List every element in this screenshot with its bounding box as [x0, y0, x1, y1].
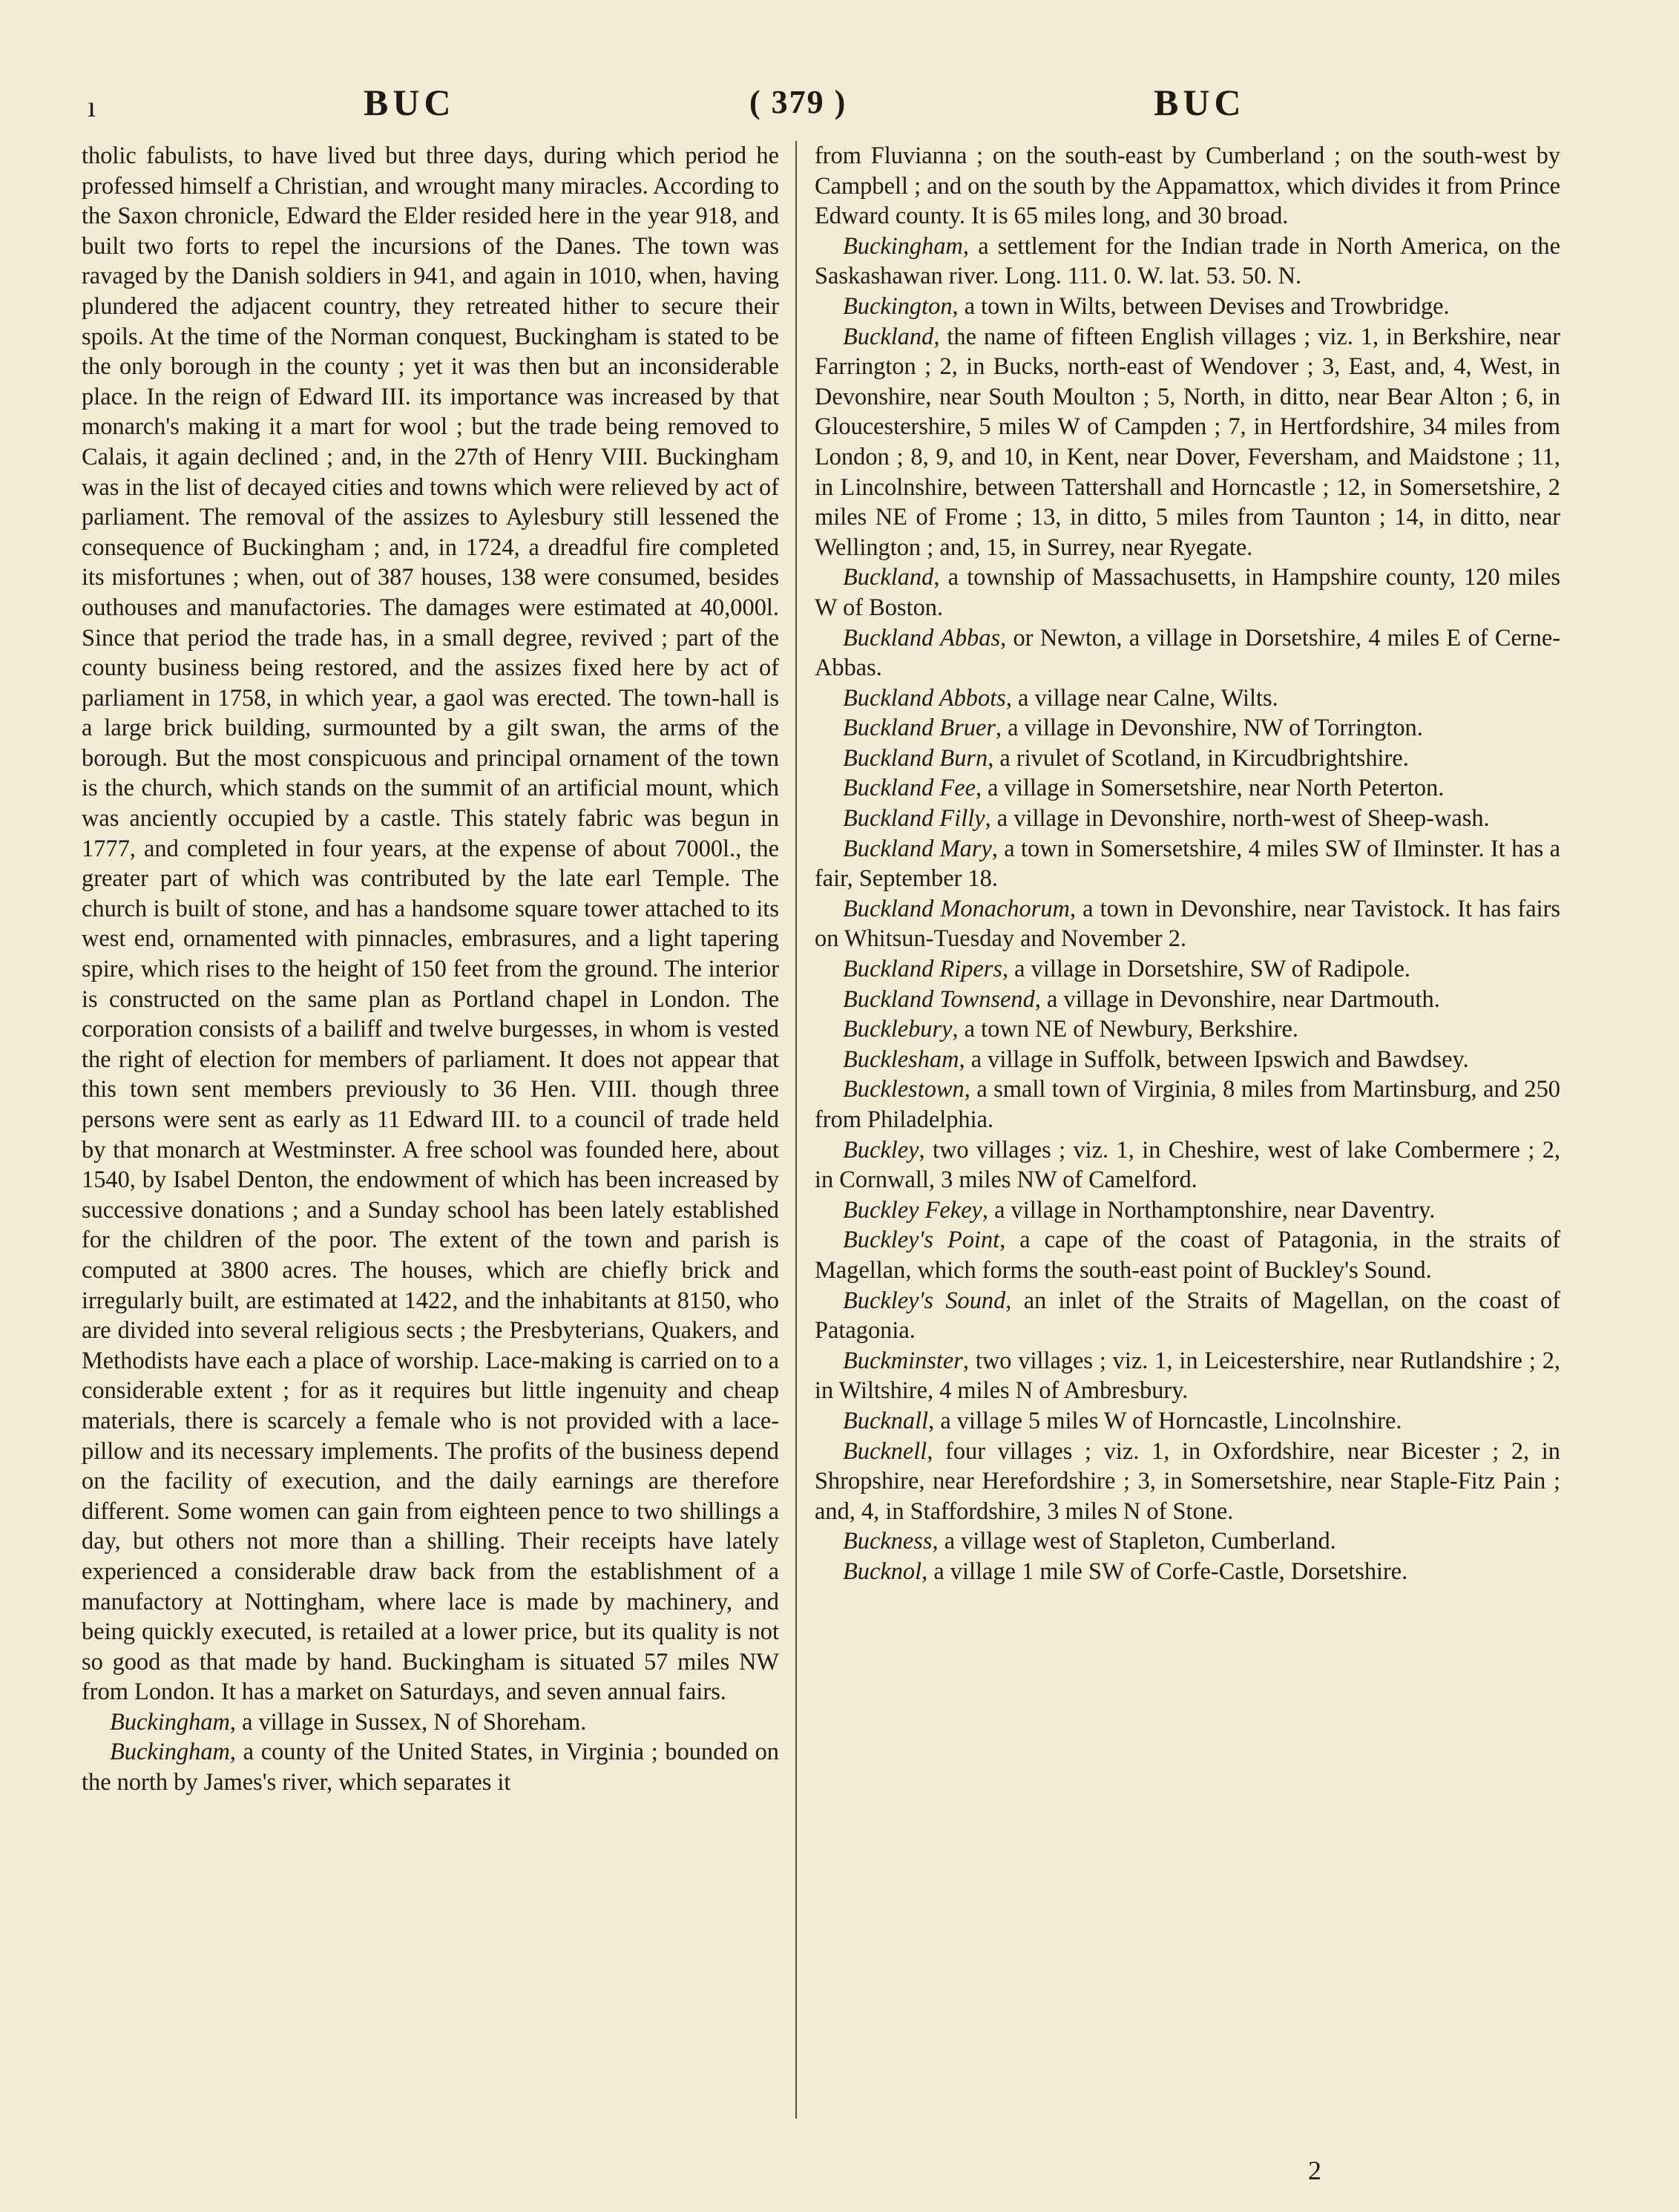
gazetteer-entry [815, 1225, 1560, 1285]
entry-headword: Buckland Filly [843, 805, 985, 833]
gazetteer-entry [815, 894, 1560, 954]
entry-headword: Buckley Fekey [843, 1196, 982, 1224]
gazetteer-entry [815, 1437, 1560, 1527]
entry-text: , an inlet of the Straits of Magellan, on the coast of Patagonia. [815, 1287, 1560, 1345]
entry-headword: Bucknol [843, 1558, 922, 1585]
gazetteer-entry [815, 834, 1560, 894]
left-column [82, 141, 779, 1798]
entry-headword: Buckland Abbots [843, 684, 1006, 712]
entry-text: , two villages ; viz. 1, in Cheshire, west of lake Combermere ; 2, in Cornwall, 3 miles NW of Camelford. [815, 1136, 1560, 1194]
entry-headword: Buckness [843, 1528, 933, 1555]
right-column [815, 141, 1560, 1587]
entry-text: , a town in Somersetshire, 4 miles SW of Ilminster. It has a fair, September 18. [815, 835, 1560, 893]
entry-headword: Bucknell [843, 1437, 927, 1465]
gazetteer-entry [815, 1406, 1560, 1437]
gazetteer-entry [815, 1074, 1560, 1135]
entry-headword: Buckland Ripers [843, 956, 1002, 983]
left-column-continuation: tholic fabulists, to have lived but three days, during which period he professed himself a Christian, and wrought many miracles. According to the Saxon chronicle, Edward the Elder resided here in the year 918, and built two forts to repel the incursions of the Danes. The town was ravaged by the Danish soldiers in 941, and again in 1010, when, having plundered the adjacent country, they retreated hither to secure their spoils. At the time of the Norman conquest, Buckingham is stated to be the only borough in the county ; yet it was then but an inconsiderable place. In the reign of Edward III. its importance was increased by that monarch's making it a mart for wool ; but the trade being removed to Calais, it again declined ; and, in the 27th of Henry VIII. Buckingham was in the list of decayed cities and towns which were relieved by act of parliament. The removal of the assizes to Aylesbury still lessened the consequence of Buckingham ; and, in 1724, a dreadful fire completed its misfortunes ; when, out of 387 houses, 138 were consumed, besides outhouses and manufactories. The damages were estimated at 40,000l. Since that period the trade has, in a small degree, revived ; part of the county business being restored, and the assizes fixed here by act of parliament in 1758, in which year, a gaol was erected. The town-hall is a large brick building, surmounted by a gilt swan, the arms of the borough. But the most conspicuous and principal ornament of the town is the church, which stands on the summit of an artificial mount, which was anciently occupied by a castle. This stately fabric was begun in 1777, and completed in four years, at the expense of about 7000l., the greater part of which was contributed by the late earl Temple. The church is built of stone, and has a handsome square tower attached to its west end, ornamented with pinnacles, embrasures, and a light tapering spire, which rises to the height of 150 feet from the ground. The interior is constructed on the same plan as Portland chapel in London. The corporation consists of a bailiff and twelve burgesses, in whom is vested the right of election for members of parliament. It does not appear that this town sent members previously to 36 Hen. VIII. though three persons were sent as early as 11 Edward III. to a council of trade held by that monarch at Westminster. A free school was founded here, about 1540, by Isabel Denton, the endowment of which has been increased by successive donations ; and a Sunday school has been lately established for the children of the poor. The extent of the town and parish is computed at 3800 acres. The houses, which are chiefly brick and irregularly built, are estimated at 1422, and the inhabitants at 8150, who are divided into several religious sects ; the Presbyterians, Quakers, and Methodists have each a place of worship. Lace-making is carried on to a considerable extent ; for as it requires but little ingenuity and cheap materials, there is scarcely a female who is not provided with a lace-pillow and its necessary implements. The profits of the business depend on the facility of execution, and the daily earnings are therefore different. Some women can gain from eighteen pence to two shillings a day, but others not more than a shilling. Their receipts have lately experienced a considerable draw back from the establishment of a manufactory at Nottingham, where lace is made by machinery, and being quickly executed, is retailed at a lower price, but its quality is not so good as that made by hand. Buckingham is situated 57 miles NW from London. It has a market on Saturdays, and seven annual fairs. [82, 142, 780, 1706]
entry-text: , two villages ; viz. 1, in Leicestershire, near Rutlandshire ; 2, in Wiltshire, 4 miles N of Ambresbury. [815, 1347, 1560, 1405]
gazetteer-entry [815, 713, 1560, 744]
gazetteer-entry [82, 1737, 779, 1797]
entry-headword: Buckingham [110, 1708, 230, 1736]
gazetteer-entry [815, 954, 1560, 985]
entry-text: , a cape of the coast of Patagonia, in the straits of Magellan, which forms the south-east point of Buckley's Sound. [815, 1227, 1561, 1284]
entry-headword: Bucknall [843, 1407, 929, 1434]
gazetteer-entry [815, 1135, 1560, 1195]
entry-headword: Buckley's Point [843, 1227, 1000, 1254]
entry-text: , a village 5 miles W of Horncastle, Lincolnshire. [928, 1407, 1402, 1434]
entry-text: , a town NE of Newbury, Berkshire. [952, 1016, 1299, 1043]
entry-headword: Buckland Mary [843, 835, 992, 862]
gazetteer-entry [815, 232, 1560, 292]
right-column-continuation: from Fluvianna ; on the south-east by Cumberland ; on the south-west by Campbell ; and on the south by the Appamattox, which divides it from Prince Edward county. It is 65 miles long, and 30 broad. [815, 142, 1560, 230]
entry-text: , a village in Devonshire, north-west of Sheep-wash. [985, 805, 1490, 833]
entry-text: , a township of Massachusetts, in Hampshire county, 120 miles W of Boston. [815, 564, 1560, 621]
entry-headword: Buckley's Sound [843, 1287, 1006, 1314]
entry-text: , four villages ; viz. 1, in Oxfordshire, near Bicester ; 2, in Shropshire, near Herefordshire ; 3, in Somersetshire, near Staple-Fitz Pain ; and, 4, in Staffordshire, 3 miles N of Stone. [815, 1437, 1560, 1525]
entry-headword: Buckley [843, 1136, 919, 1164]
gazetteer-entry [815, 1286, 1560, 1346]
running-head-left: BUC [364, 82, 456, 123]
gazetteer-entry [815, 1346, 1560, 1406]
gazetteer-entry [815, 985, 1560, 1015]
entry-headword: Bucklesham [843, 1046, 959, 1073]
entry-headword: Buckland Townsend [843, 985, 1035, 1013]
entry-text: , a village in Devonshire, near Dartmouth. [1034, 985, 1440, 1013]
gazetteer-entry [815, 562, 1560, 623]
gazetteer-entry [815, 1557, 1560, 1587]
gazetteer-entry [815, 1014, 1560, 1045]
gazetteer-entry [815, 804, 1560, 834]
entry-headword: Bucklebury [843, 1016, 953, 1043]
gazetteer-entry [815, 1045, 1560, 1075]
gazetteer-entry [815, 744, 1560, 774]
gazetteer-entry [815, 683, 1560, 714]
signature-mark: 2 [1308, 2156, 1321, 2185]
page-number: ( 379 ) [749, 84, 847, 120]
entry-headword: Buckland Burn [843, 744, 988, 772]
entry-text: , a county of the United States, in Virginia ; bounded on the north by James's river, which separates it [82, 1739, 779, 1796]
entry-text: , a village 1 mile SW of Corfe-Castle, Dorsetshire. [921, 1558, 1408, 1585]
gazetteer-entry [815, 322, 1560, 563]
gazetteer-entry [815, 292, 1560, 322]
entry-headword: Buckingham [843, 232, 963, 260]
gazetteer-entry [815, 623, 1560, 683]
margin-mark: ı [88, 90, 96, 123]
entry-text: , a village west of Stapleton, Cumberland. [932, 1528, 1336, 1555]
gazetteer-entry [815, 773, 1560, 804]
entry-text: , a village in Dorsetshire, SW of Radipole. [1002, 956, 1410, 983]
entry-headword: Buckminster [843, 1347, 963, 1374]
entry-text: , the name of fifteen English villages ; viz. 1, in Berkshire, near Farrington ; 2, in Bucks, north-east of Wendover ; 3, East, and, 4, West, in Devonshire, near South Moulton ; 5, North, in ditto, near Bear Alton ; 6, in Gloucestershire, 5 miles W of Campden ; 7, in Hertfordshire, 34 miles from London ; 8, 9, and 10, in Kent, near Dover, Feversham, and Maidstone ; 11, in Lincolnshire, between Tattershall and Horncastle ; 12, in Somersetshire, 2 miles NE of Frome ; 13, in ditto, 5 miles from Taunton ; 14, in ditto, near Wellington ; and, 15, in Surrey, near Ryegate. [815, 323, 1560, 561]
entry-headword: Buckland Monachorum [843, 895, 1070, 922]
entry-headword: Bucklestown [843, 1076, 965, 1103]
entry-text: , a village near Calne, Wilts. [1005, 684, 1278, 712]
entry-text: , a town in Wilts, between Devises and Trowbridge. [952, 292, 1450, 320]
entry-headword: Buckingham [110, 1739, 230, 1766]
entry-text: , a small town of Virginia, 8 miles from Martinsburg, and 250 from Philadelphia. [815, 1076, 1560, 1133]
entry-headword: Buckland Bruer [843, 715, 996, 742]
gazetteer-entry [82, 1707, 779, 1738]
entry-text: , a village in Somersetshire, near North Peterton. [975, 775, 1445, 802]
entry-headword: Buckland [843, 323, 934, 350]
entry-headword: Buckland Fee [843, 775, 976, 802]
entry-text: , a village in Suffolk, between Ipswich and Bawdsey. [959, 1046, 1469, 1073]
entry-text: , a settlement for the Indian trade in North America, on the Saskashawan river. Long. 111. 0. W. lat. 53. 50. N. [815, 232, 1560, 290]
entry-text: , a village in Sussex, N of Shoreham. [229, 1708, 587, 1736]
entry-text: , or Newton, a village in Dorsetshire, 4 miles E of Cerne-Abbas. [815, 624, 1560, 682]
entry-headword: Buckland Abbas [843, 624, 1001, 652]
entry-headword: Buckland [843, 564, 934, 591]
gazetteer-entry [815, 1526, 1560, 1557]
entry-text: , a rivulet of Scotland, in Kircudbrightshire. [988, 744, 1409, 772]
gazetteer-entry [815, 1195, 1560, 1226]
entry-text: , a village in Northamptonshire, near Daventry. [982, 1196, 1436, 1224]
column-rule [795, 141, 797, 2119]
entry-headword: Buckington [843, 292, 953, 320]
running-head-right: BUC [1154, 82, 1246, 123]
entry-text: , a village in Devonshire, NW of Torrington. [995, 715, 1423, 742]
entry-text: , a town in Devonshire, near Tavistock. It has fairs on Whitsun-Tuesday and November 2. [815, 895, 1560, 953]
